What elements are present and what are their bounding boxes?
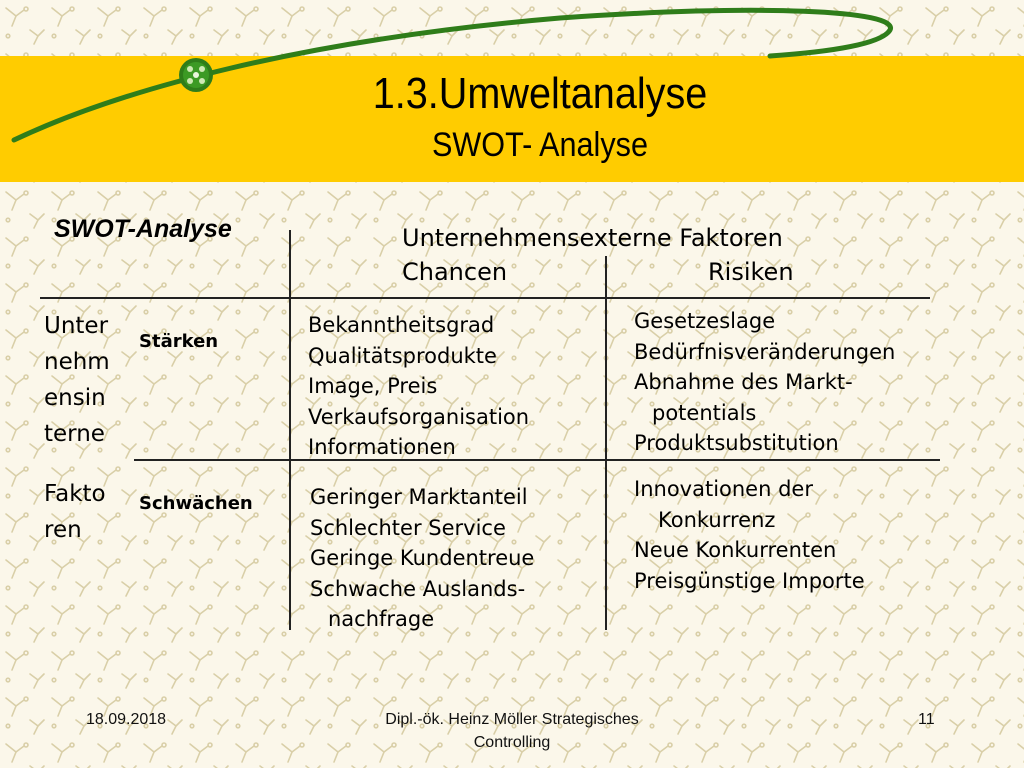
cell-schwaechen-risiken [634, 474, 865, 596]
list-item: Produktsubstitution [634, 431, 839, 456]
external-factors-header: Unternehmensexterne Faktoren [402, 224, 783, 252]
list-item: Gesetzeslage [634, 309, 776, 333]
row-header-schwaechen: Schwächen [139, 493, 253, 514]
divider-vertical-columns [605, 256, 607, 630]
list-item: Preisgünstige Importe [634, 568, 865, 593]
footer-date: 18.09.2018 [86, 711, 167, 728]
internal-header-line: Unter [44, 313, 109, 339]
list-item: Schlechter Service [310, 515, 506, 540]
slide-subtitle: SWOT- Analyse [432, 126, 648, 164]
divider-horizontal-header [40, 297, 930, 299]
cell-staerken-chancen [308, 310, 529, 463]
list-item: Bekanntheitsgrad [308, 313, 495, 337]
slide-title: 1.3.Umweltanalyse [372, 69, 708, 118]
internal-header-line: nehm [44, 349, 110, 375]
footer-author-line: Dipl.-ök. Heinz Möller Strategisches [385, 711, 639, 728]
divider-horizontal-rows [134, 459, 940, 461]
divider-vertical-main [289, 230, 291, 630]
list-item: Konkurrenz [658, 507, 776, 532]
cell-staerken-risiken [634, 306, 895, 459]
list-item: Neue Konkurrenten [634, 538, 837, 563]
footer-author-line: Controlling [473, 734, 551, 751]
matrix-label: SWOT-Analyse [54, 215, 232, 243]
list-item: Informationen [308, 435, 456, 460]
internal-factors-header [44, 308, 110, 548]
column-header-chancen: Chancen [402, 258, 508, 286]
internal-header-line: terne [44, 421, 105, 447]
column-header-risiken: Risiken [708, 258, 794, 286]
internal-header-gap [44, 452, 110, 476]
internal-header-line: ren [44, 517, 82, 543]
footer-author [362, 708, 662, 754]
footer-page-number: 11 [918, 711, 935, 728]
internal-header-line: Fakto [44, 481, 106, 507]
list-item: Verkaufsorganisation [308, 404, 530, 429]
list-item: Abnahme des Markt- [634, 370, 853, 395]
list-item: Image, Preis [308, 374, 438, 399]
list-item: Geringer Marktanteil [310, 485, 528, 509]
list-item: Geringe Kundentreue [310, 546, 535, 571]
list-item: Qualitätsprodukte [308, 343, 497, 368]
cell-schwaechen-chancen [310, 482, 534, 635]
internal-header-line: ensin [44, 385, 106, 411]
list-item: Innovationen der [634, 477, 813, 501]
list-item: Schwache Auslands- [310, 576, 526, 601]
list-item: Bedürfnisveränderungen [634, 339, 896, 364]
bullet-ornament-icon [179, 58, 213, 92]
list-item: potentials [652, 400, 757, 425]
list-item: nachfrage [328, 607, 435, 632]
row-header-staerken: Stärken [139, 331, 219, 352]
